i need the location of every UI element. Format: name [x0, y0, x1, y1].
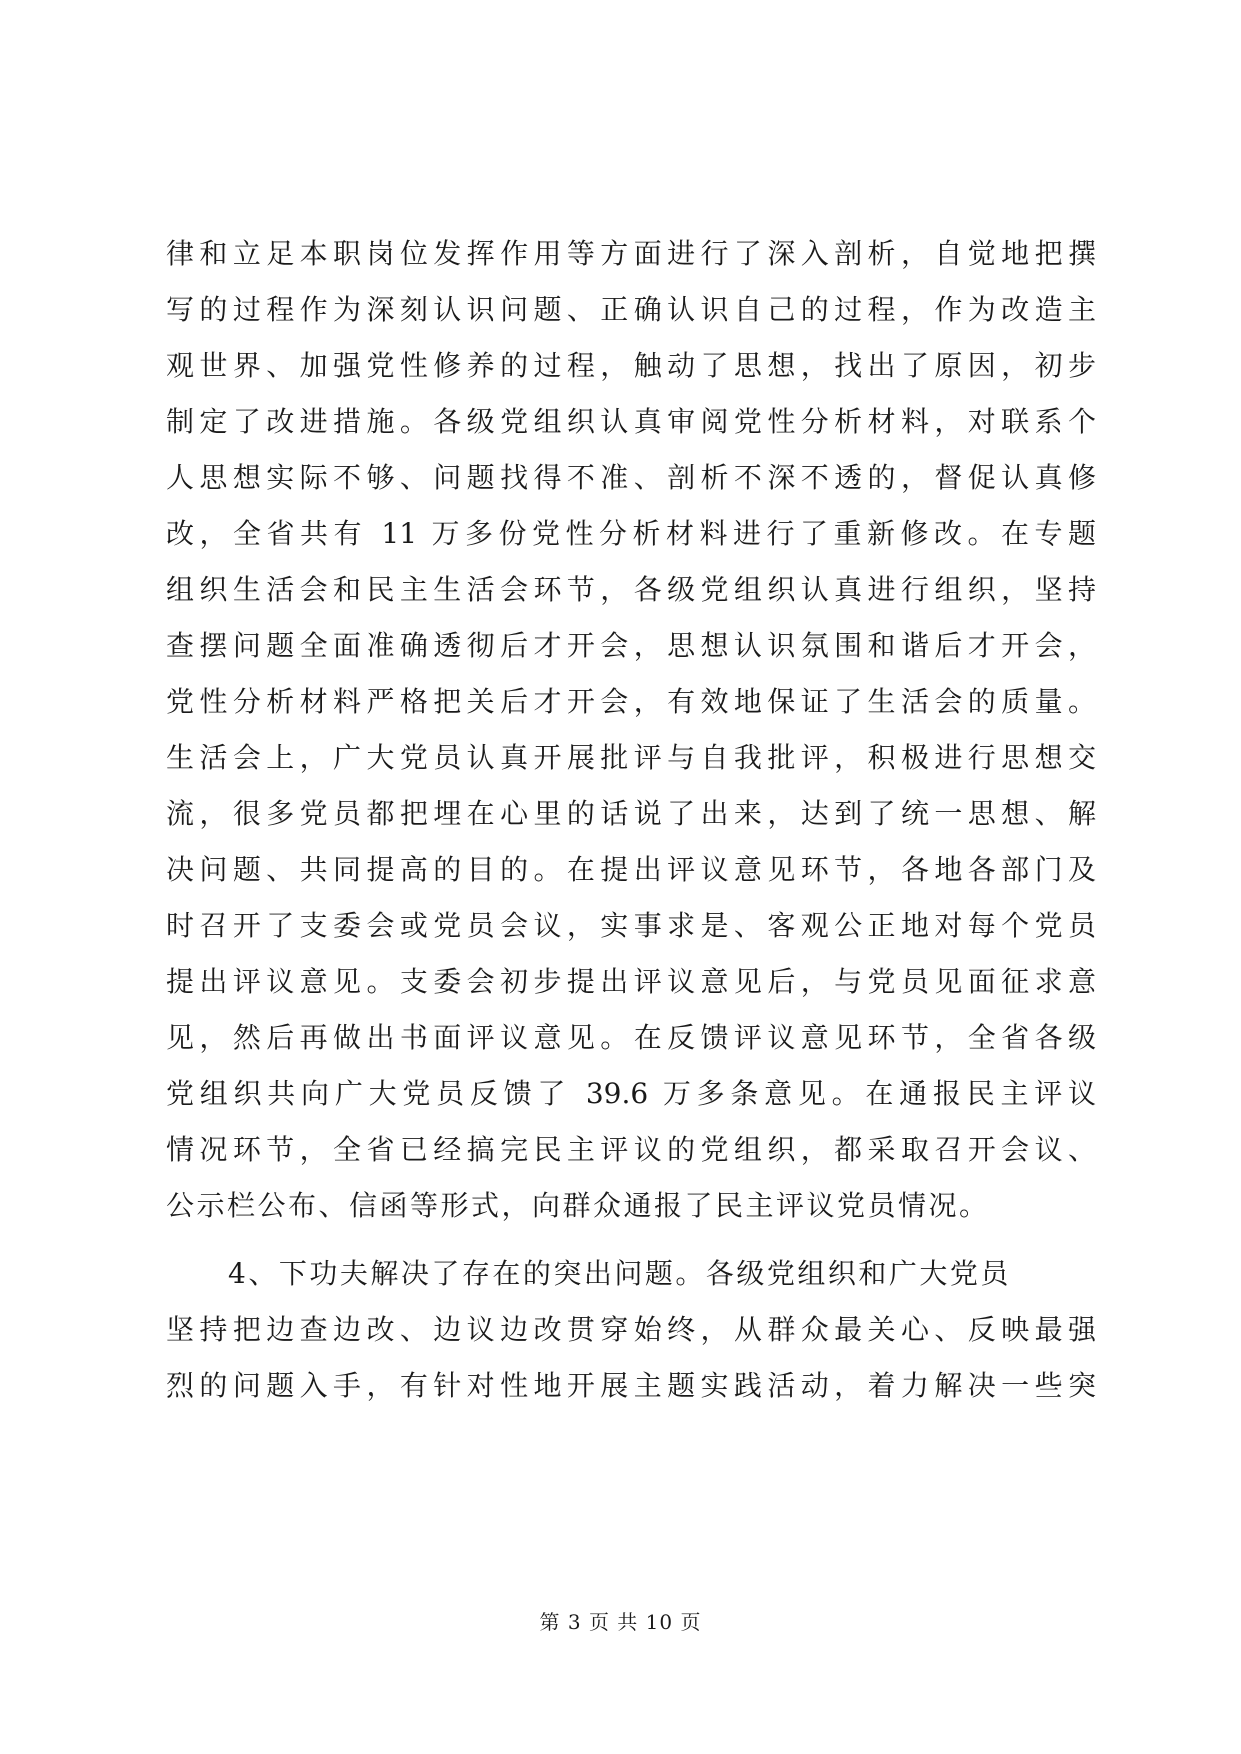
text-line: 决问题、共同提高的目的。在提出评议意见环节，各地各部门及 [166, 853, 1096, 886]
text-line: 见，然后再做出书面评议意见。在反馈评议意见环节，全省各级 [166, 1021, 1096, 1054]
text-line: 写的过程作为深刻认识问题、正确认识自己的过程，作为改造主 [166, 293, 1096, 326]
text-line-last: 公示栏公布、信函等形式，向群众通报了民主评议党员情况。 [166, 1189, 990, 1222]
text-line: 人思想实际不够、问题找得不准、剖析不深不透的，督促认真修 [166, 461, 1096, 494]
text-line: 律和立足本职岗位发挥作用等方面进行了深入剖析，自觉地把撰 [166, 237, 1096, 270]
text-line: 烈的问题入手，有针对性地开展主题实践活动，着力解决一些突 [166, 1369, 1096, 1402]
page-number-footer: 第 3 页 共 10 页 [539, 1610, 702, 1634]
text-line: 制定了改进措施。各级党组织认真审阅党性分析材料，对联系个 [166, 405, 1096, 438]
text-line: 观世界、加强党性修养的过程，触动了思想，找出了原因，初步 [166, 349, 1096, 382]
text-line-indented: 4、下功夫解决了存在的突出问题。各级党组织和广大党员 [228, 1257, 1011, 1290]
body-text [166, 226, 1096, 1414]
paragraph-1 [166, 226, 1096, 1234]
text-line: 改，全省共有 11 万多份党性分析材料进行了重新修改。在专题 [166, 517, 1096, 550]
text-line: 查摆问题全面准确透彻后才开会，思想认识氛围和谐后才开会， [166, 629, 1096, 662]
paragraph-gap [166, 1234, 1096, 1246]
text-line: 时召开了支委会或党员会议，实事求是、客观公正地对每个党员 [166, 909, 1096, 942]
paragraph-2 [166, 1246, 1096, 1414]
text-line: 流，很多党员都把埋在心里的话说了出来，达到了统一思想、解 [166, 797, 1096, 830]
text-line: 组织生活会和民主生活会环节，各级党组织认真进行组织，坚持 [166, 573, 1096, 606]
text-line: 生活会上，广大党员认真开展批评与自我批评，积极进行思想交 [166, 741, 1096, 774]
text-line: 坚持把边查边改、边议边改贯穿始终，从群众最关心、反映最强 [166, 1313, 1096, 1346]
text-line: 提出评议意见。支委会初步提出评议意见后，与党员见面征求意 [166, 965, 1096, 998]
text-line: 党组织共向广大党员反馈了 39.6 万多条意见。在通报民主评议 [166, 1077, 1096, 1110]
text-line: 情况环节，全省已经搞完民主评议的党组织，都采取召开会议、 [166, 1133, 1096, 1166]
text-line: 党性分析材料严格把关后才开会，有效地保证了生活会的质量。 [166, 685, 1096, 718]
